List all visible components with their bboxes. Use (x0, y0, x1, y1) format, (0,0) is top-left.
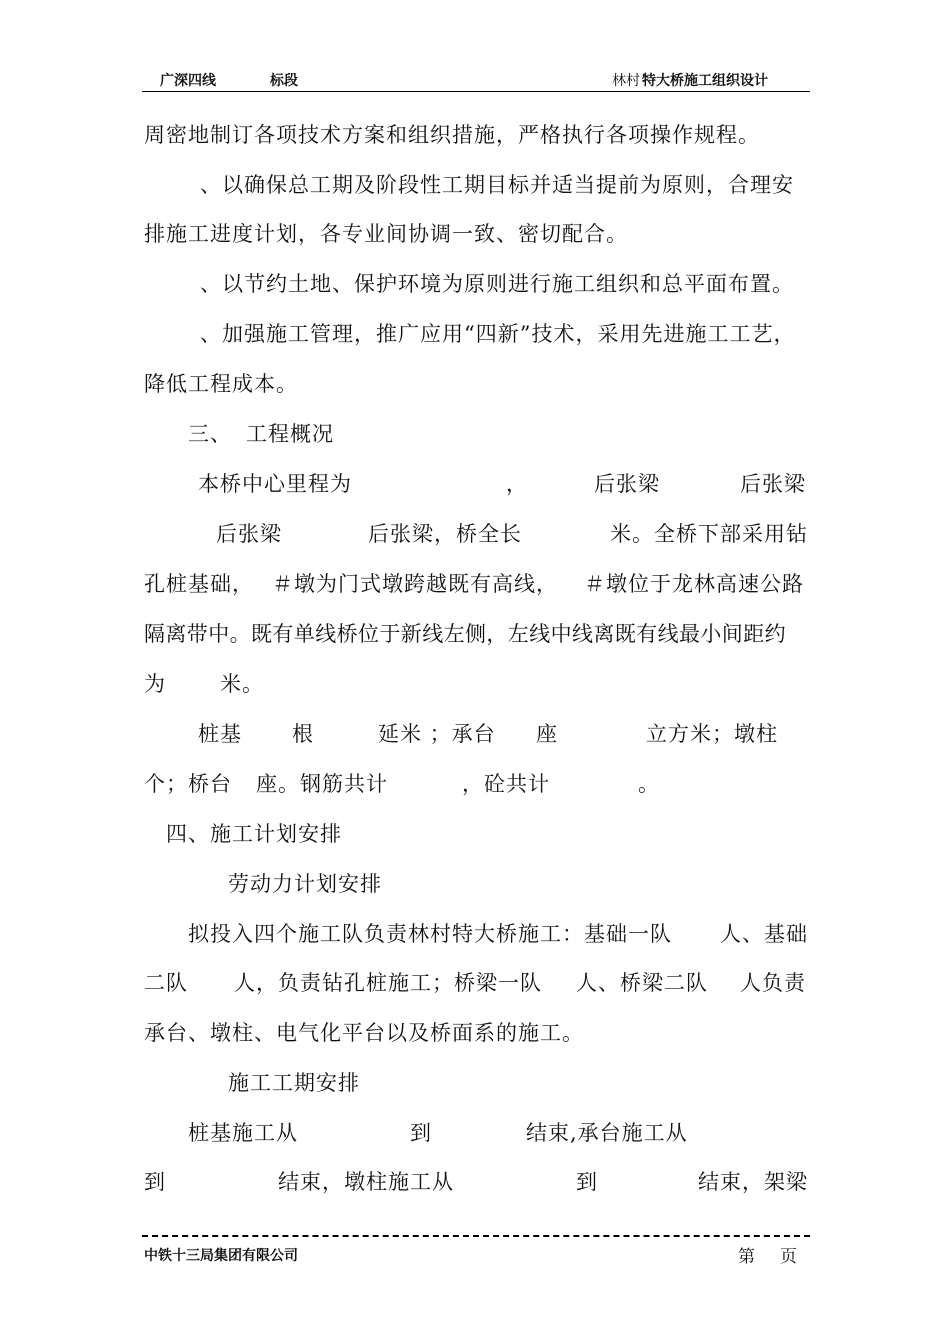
line-10-c: ＃墩位于龙林高速公路 (584, 572, 804, 596)
header-doc-title: 特大桥施工组织设计 (642, 73, 768, 89)
line-18-d: 人负责 (740, 971, 806, 995)
line-13-e: 立方米；墩柱 (646, 722, 778, 746)
line-12-a: 为 (144, 672, 166, 696)
section-4-title: 四、施工计划安排 (166, 822, 342, 846)
footer-page-prefix: 第 (738, 1247, 755, 1267)
line-21-b: 到 (410, 1121, 432, 1145)
line-14-a: 个；桥台 (144, 772, 232, 796)
line-17-b: 人、基础 (720, 922, 808, 946)
line-22-a: 到 (144, 1170, 166, 1194)
header-rule (142, 91, 810, 92)
body-line-4: 、以节约土地、保护环境为原则进行施工组织和总平面布置。 (200, 272, 794, 296)
footer-rule (142, 1235, 810, 1237)
line-18-c: 人、桥梁二队 (576, 971, 708, 995)
line-21-c: 结束,承台施工从 (526, 1121, 688, 1145)
line-13-c: 延米 ；承台 (378, 722, 496, 746)
header-title-prefix: 林村 (612, 73, 640, 89)
line-8-c: 后张梁 (594, 472, 660, 496)
line-18-a: 二队 (144, 971, 188, 995)
line-13-a: 桩基 (198, 722, 242, 746)
line-22-c: 到 (576, 1170, 598, 1194)
body-line-11: 隔离带中。既有单线桥位于新线左侧，左线中线离既有线最小间距约 (144, 622, 786, 646)
line-22-b: 结束，墩柱施工从 (278, 1170, 454, 1194)
header-project: 广深四线 (160, 73, 216, 89)
line-8-d: 后张梁 (740, 472, 806, 496)
line-14-d: 。 (638, 772, 660, 796)
line-14-b: 座。钢筋共计 (256, 772, 388, 796)
body-line-19: 承台、墩柱、电气化平台以及桥面系的施工。 (144, 1021, 584, 1045)
section-3-title: 工程概况 (246, 422, 334, 446)
footer-company: 中铁十三局集团有限公司 (144, 1248, 298, 1264)
body-line-5: 、加强施工管理，推广应用“四新”技术，采用先进施工工艺， (200, 322, 796, 346)
header-section: 标段 (270, 73, 298, 89)
line-13-b: 根 (292, 722, 314, 746)
line-8-a: 本桥中心里程为 (198, 472, 352, 496)
line-13-d: 座 (536, 722, 558, 746)
body-line-1: 周密地制订各项技术方案和组织措施，严格执行各项操作规程。 (144, 123, 760, 147)
subsection-labor: 劳动力计划安排 (228, 872, 382, 896)
line-21-a: 桩基施工从 (188, 1121, 298, 1145)
line-10-a: 孔桩基础， (144, 572, 254, 596)
section-3-number: 三、 (188, 422, 232, 446)
line-9-a: 后张梁 (216, 522, 282, 546)
line-12-b: 米。 (220, 672, 264, 696)
line-17-a: 拟投入四个施工队负责林村特大桥施工：基础一队 (188, 922, 672, 946)
subsection-schedule: 施工工期安排 (228, 1071, 360, 1095)
line-18-b: 人，负责钻孔桩施工；桥梁一队 (234, 971, 542, 995)
line-10-b: ＃墩为门式墩跨越既有高线， (272, 572, 558, 596)
line-9-c: 米。全桥下部采用钻 (610, 522, 808, 546)
body-line-6: 降低工程成本。 (144, 372, 298, 396)
line-9-b: 后张梁，桥全长 (368, 522, 522, 546)
body-line-2: 、以确保总工期及阶段性工期目标并适当提前为原则，合理安 (200, 173, 794, 197)
body-line-3: 排施工进度计划，各专业间协调一致、密切配合。 (144, 222, 628, 246)
line-22-d: 结束，架梁 (698, 1170, 808, 1194)
line-8-b: ， (506, 472, 528, 496)
line-14-c: ，砼共计 (462, 772, 550, 796)
footer-page-suffix: 页 (780, 1247, 797, 1267)
